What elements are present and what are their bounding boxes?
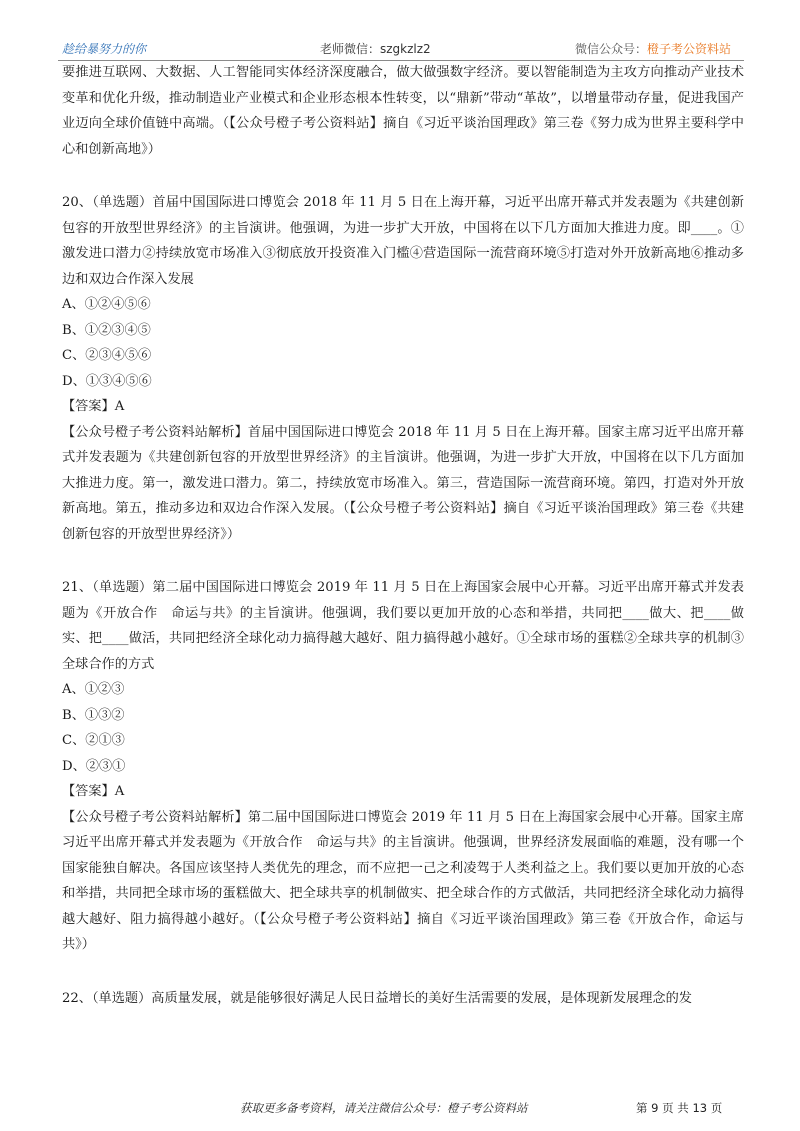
option-b: B、①③② <box>62 707 125 723</box>
analysis-paragraph: 【公众号橙子考公资料站解析】第二届中国国际进口博览会 2019 年 11 月 5 日在上海国家会展中心开幕。国家主席习近平出席开幕式并发表题为《开放合作 命运与共》的主旨演讲。他强调，世界经济发展面临的难题，没有哪一个国家能独自解决。各国应该坚持人类优先的理念，而不应把一己之利凌驾于人类利益之上。我们要以更加开放的心态和举措，共同把全球市场的蛋糕做大、把全球共享的机制做实、把全球合作的方式做活，共同把经济全球化动力搞得越大越好、阻力搞得越小越好。（【公众号橙子考公资料站】摘自《习近平谈治国理政》第三卷《开放合作，命运与共》） <box>62 809 744 952</box>
page-footer <box>0 1096 800 1126</box>
option-c: C、②①③ <box>62 733 125 748</box>
header-account-brand: 橙子考公资料站 <box>647 42 732 56</box>
spacer <box>62 162 744 190</box>
page-number: 第 9 页 共 13 页 <box>636 1101 723 1115</box>
option-a: A、①②④⑤⑥ <box>62 297 151 312</box>
question-20 <box>62 190 744 547</box>
header-slogan: 趁给暴努力的你 <box>62 42 147 56</box>
question-21 <box>62 575 744 958</box>
page-header <box>0 0 800 62</box>
option-c: C、②③④⑤⑥ <box>62 348 152 363</box>
header-official-account <box>575 40 731 57</box>
spacer <box>62 547 744 575</box>
question-stem: 21、（单选题）第二届中国国际进口博览会 2019 年 11 月 5 日在上海国家会展中心开幕。习近平出席开幕式并发表题为《开放合作 命运与共》的主旨演讲。他强调，我们要以更加开放的心态和举措，共同把____做大、把____做实、把____做活，共同把经济全球化动力搞得越大越好、阻力搞得越小越好。①全球市场的蛋糕②全球共享的机制③全球合作的方式 <box>62 580 744 672</box>
page-content <box>62 60 744 1011</box>
question-22 <box>62 986 744 1012</box>
footer-notice: 获取更多备考资料，请关注微信公众号：橙子考公资料站 <box>240 1101 528 1115</box>
option-a: A、①②③ <box>62 682 125 697</box>
header-account-label: 微信公众号： <box>575 42 648 56</box>
question-stem: 22、（单选题）高质量发展，就是能够很好满足人民日益增长的美好生活需要的发展，是体现新发展理念的发 <box>62 990 692 1006</box>
option-b: B、①②③④⑤ <box>62 322 151 338</box>
option-d: D、①③④⑤⑥ <box>62 373 152 389</box>
header-teacher-wechat: 老师微信：szgkzlz2 <box>320 42 431 56</box>
analysis-paragraph: 【公众号橙子考公资料站解析】首届中国国际进口博览会 2018 年 11 月 5 日在上海开幕。国家主席习近平出席开幕式并发表题为《共建创新包容的开放型世界经济》的主旨演讲。他强调，为进一步扩大开放，中国将在以下几方面加大推进力度。第一，激发进口潜力。第二，持续放宽市场准入。第三，营造国际一流营商环境。第四，打造对外开放新高地。第五，推动多边和双边合作深入发展。（【公众号橙子考公资料站】摘自《习近平谈治国理政》第三卷《共建创新包容的开放型世界经济》） <box>62 424 744 542</box>
answer-line: 【答案】A <box>62 784 125 799</box>
question-stem: 20、（单选题）首届中国国际进口博览会 2018 年 11 月 5 日在上海开幕，习近平出席开幕式并发表题为《共建创新包容的开放型世界经济》的主旨演讲。他强调，为进一步扩大开放，中国将在以下几方面加大推进力度。即____。①激发进口潜力②持续放宽市场准入③彻底放开投资准入门槛④营造国际一流营商环境⑤打造对外开放新高地⑥推动多边和双边合作深入发展 <box>62 195 744 287</box>
option-d: D、②③① <box>62 758 126 774</box>
spacer <box>62 958 744 986</box>
answer-line: 【答案】A <box>62 399 125 414</box>
continued-paragraph: 要推进互联网、大数据、人工智能同实体经济深度融合，做大做强数字经济。要以智能制造为主攻方向推动产业技术变革和优化升级，推动制造业产业模式和企业形态根本性转变，以“鼎新”带动“革故”，以增量带动存量，促进我国产业迈向全球价值链中高端。（【公众号橙子考公资料站】摘自《习近平谈治国理政》第三卷《努力成为世界主要科学中心和创新高地》） <box>62 65 744 157</box>
